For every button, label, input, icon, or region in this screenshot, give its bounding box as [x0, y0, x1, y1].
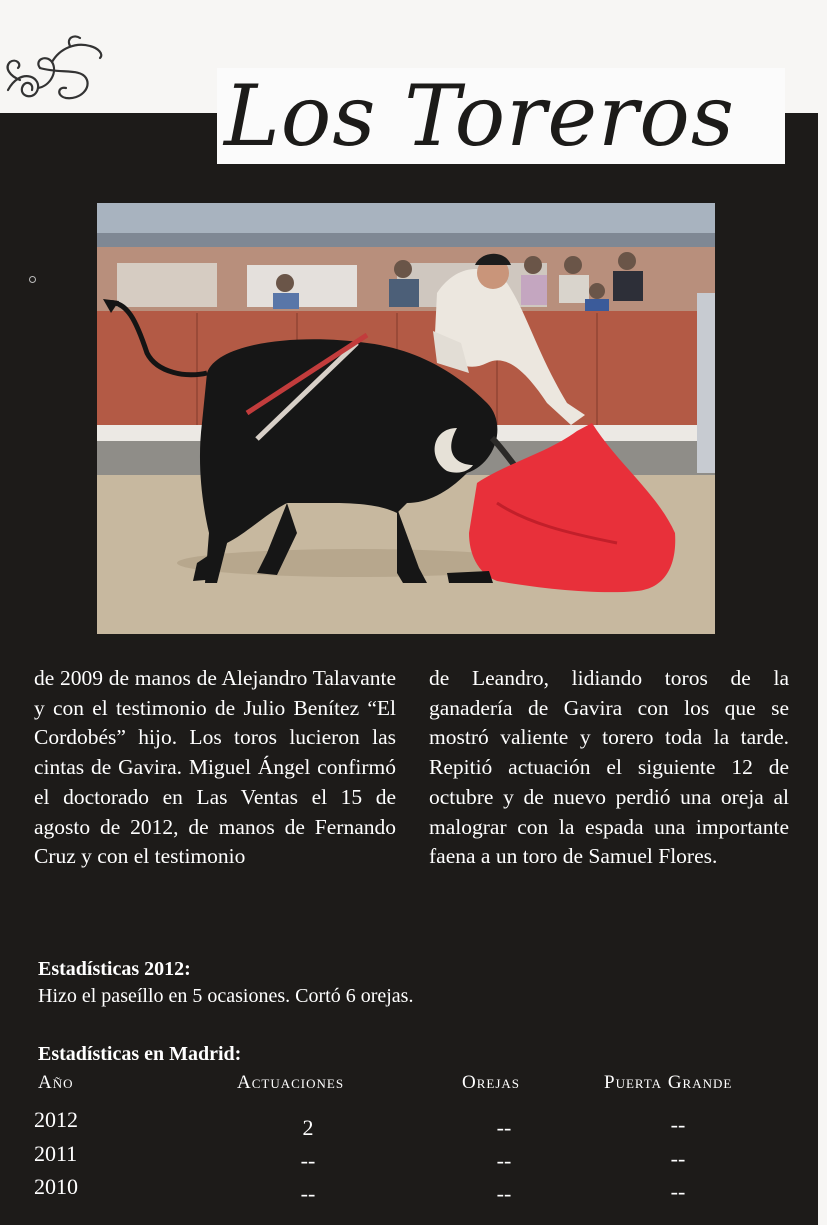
- table-row-year: 2012: [34, 1107, 78, 1132]
- decorative-dot: [29, 276, 36, 283]
- table-cell: --: [670, 1146, 686, 1171]
- table-row-year: 2011: [34, 1141, 78, 1166]
- stats-madrid-heading: Estadísticas en Madrid:: [38, 1043, 242, 1065]
- table-cell: 2: [302, 1115, 314, 1140]
- table-cell: --: [670, 1112, 686, 1137]
- table-cell: --: [496, 1181, 512, 1206]
- col-header-puerta-grande: Puerta Grande: [604, 1072, 733, 1093]
- col-header-orejas: Orejas: [462, 1072, 521, 1093]
- page-title: Los Toreros: [224, 67, 735, 165]
- stats-2012-heading: Estadísticas 2012:: [38, 958, 191, 980]
- table-cell: --: [496, 1115, 512, 1140]
- col-header-year: Año: [38, 1072, 74, 1093]
- table-cell: --: [300, 1148, 316, 1173]
- flourish-ornament-icon: [0, 28, 110, 108]
- table-cell: --: [496, 1148, 512, 1173]
- article-column-right: de Leandro, lidiando toros de la ganadería de Gavira con los que se mostró valiente y torero toda la tarde. Repitió actuación el siguiente 12 de octubre y de nuevo perdió una oreja al malograr con la espada una importante faena a un toro de Samuel Flores.: [429, 666, 789, 869]
- bullfight-photo: [97, 203, 715, 634]
- stats-2012-text: Hizo el paseíllo en 5 ocasiones. Cortó 6 orejas.: [38, 985, 414, 1007]
- table-cell: --: [300, 1181, 316, 1206]
- article-column-left: de 2009 de manos de Alejandro Talavante y con el testimonio de Julio Benítez “El Cordobés” hijo. Los toros lucieron las cintas de Gavira. Miguel Ángel confirmó el doctorado en Las Ventas el 15 de agosto de 2012, de manos de Fernando Cruz y con el testimonio: [34, 666, 396, 869]
- table-row-year: 2010: [34, 1174, 78, 1199]
- col-header-actuaciones: Actuaciones: [237, 1072, 345, 1093]
- table-cell: --: [670, 1179, 686, 1204]
